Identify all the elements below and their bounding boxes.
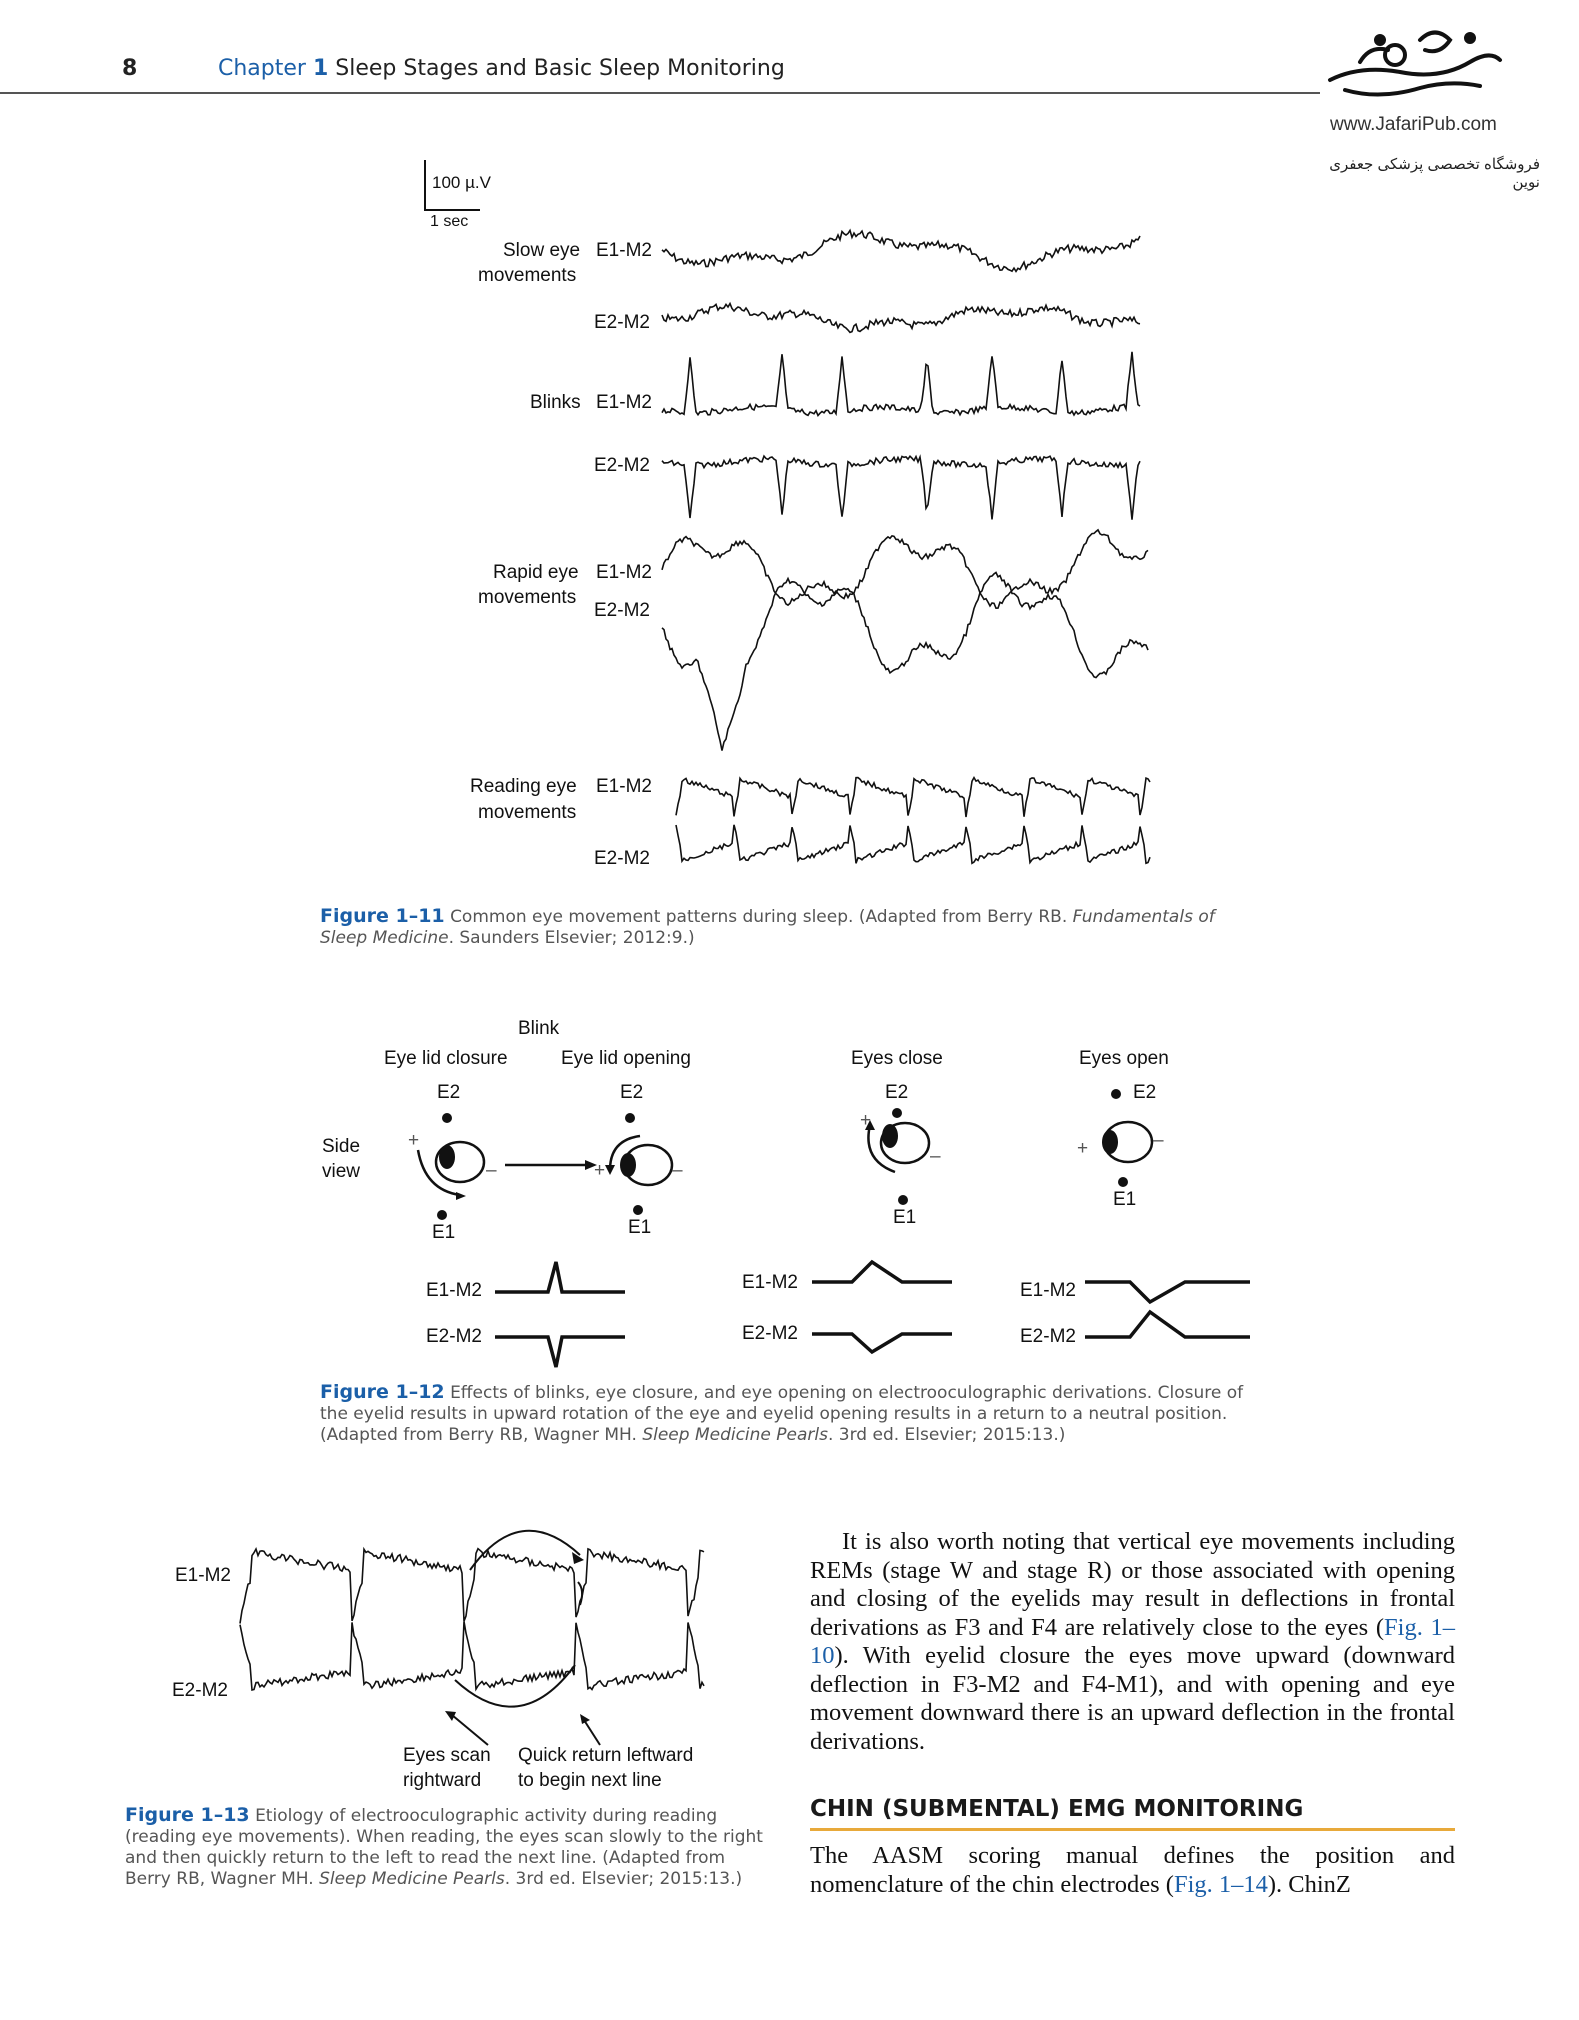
lead-slow-e2m2: E2-M2: [594, 312, 650, 333]
label-slow-eye: Slow eye: [503, 240, 581, 261]
e2-label: E2: [1133, 1082, 1157, 1103]
figure-13-caption: Figure 1–13 Etiology of electrooculographic activity during reading (reading eye movements). When reading, the eyes scan slowly to the right and then quickly return to the left to read the next line. (Adapted from Berry RB, Wagner MH. Sleep Medicine Pearls. 3rd ed. Elsevier; 2015:13.): [125, 1804, 763, 1889]
label-lid-opening: Eye lid opening: [561, 1048, 691, 1069]
arc-arrow: [455, 1665, 575, 1707]
minus-sign: –: [1153, 1130, 1164, 1151]
e2-label: E2: [620, 1082, 644, 1103]
e1-label: E1: [893, 1207, 917, 1228]
lead-blinks-e2m2: E2-M2: [594, 455, 650, 476]
fig-1-14-link[interactable]: Fig. 1–14: [1173, 1870, 1268, 1898]
label-rapid-eye: Rapid eye: [493, 562, 579, 583]
lead-reading-e1m2: E1-M2: [596, 776, 652, 797]
chapter-title: Sleep Stages and Basic Sleep Monitoring: [335, 56, 785, 81]
label-eyes-scan: Eyes scan: [403, 1745, 491, 1766]
minus-sign: –: [672, 1160, 683, 1181]
figure-13-label: Figure 1–13: [125, 1804, 250, 1826]
plus-sign: +: [860, 1110, 872, 1131]
label-next-line: to begin next line: [518, 1770, 662, 1791]
lead-reading-e1m2: E1-M2: [175, 1565, 231, 1586]
lead-close-e2m2: E2-M2: [742, 1323, 798, 1344]
lead-rapid-e2m2: E2-M2: [594, 600, 650, 621]
lead-blink-e2m2: E2-M2: [426, 1326, 482, 1347]
lead-blink-e1m2: E1-M2: [426, 1280, 482, 1301]
label-lid-closure: Eye lid closure: [384, 1048, 508, 1069]
publisher-url[interactable]: www.JafariPub.com: [1330, 114, 1497, 135]
minus-sign: –: [930, 1146, 941, 1167]
body-paragraph: It is also worth noting that vertical eye movements including REMs (stage W and stage R) or those associated with opening and closing of the eyelids may result in deflections in frontal derivations as F3 and F4 are relatively close to the eyes (Fig. 1–10). With eyelid closure the eyes move upward (downward deflection in F3-M2 and F4-M1), and with opening and eye movement downward there is an upward deflection in the frontal derivations.: [810, 1528, 1455, 1755]
figure-11-label: Figure 1–11: [320, 905, 445, 927]
figure-12-label: Figure 1–12: [320, 1381, 445, 1403]
label-rightward: rightward: [403, 1770, 482, 1791]
label-blinks: Blinks: [530, 392, 581, 413]
label-slow-eye-movements: movements: [478, 265, 577, 286]
label-eyes-open: Eyes open: [1079, 1048, 1169, 1069]
label-rapid-eye-movements: movements: [478, 587, 577, 608]
lead-slow-e1m2: E1-M2: [596, 240, 652, 261]
page-number: 8: [122, 56, 138, 81]
pointer-line: [452, 1715, 488, 1745]
lead-reading-e2m2: E2-M2: [172, 1680, 228, 1701]
label-reading-eye: Reading eye: [470, 776, 577, 797]
plus-sign: +: [1077, 1138, 1089, 1159]
lead-blinks-e1m2: E1-M2: [596, 392, 652, 413]
fig-1-10-link[interactable]: Fig. 1–10: [810, 1613, 1455, 1669]
e1-label: E1: [1113, 1189, 1137, 1210]
lead-rapid-e1m2: E1-M2: [596, 562, 652, 583]
label-blink: Blink: [518, 1018, 560, 1039]
figure-12-caption: Figure 1–12 Effects of blinks, eye closure, and eye opening on electrooculographic derivations. Closure of the eyelid results in upward rotation of the eye and eyelid opening results in a return to a neutral position. (Adapted from Berry RB, Wagner MH. Sleep Medicine Pearls. 3rd ed. Elsevier; 2015:13.): [320, 1381, 1244, 1445]
chapter-word: Chapter: [218, 56, 306, 81]
lead-open-e2m2: E2-M2: [1020, 1326, 1076, 1347]
trace-fig13-e1m2: [240, 1549, 704, 1624]
section-rule: [810, 1828, 1455, 1831]
plus-sign: +: [594, 1160, 606, 1181]
e1-label: E1: [628, 1217, 652, 1238]
arc-arrow: [470, 1531, 580, 1570]
label-eyes-close: Eyes close: [851, 1048, 943, 1069]
lead-open-e1m2: E1-M2: [1020, 1280, 1076, 1301]
e2-label: E2: [437, 1082, 461, 1103]
plus-sign: +: [408, 1130, 420, 1151]
label-side: Side: [322, 1136, 361, 1157]
e2-label: E2: [885, 1082, 909, 1103]
scale-time: 1 sec: [430, 213, 469, 230]
label-reading-eye-movements: movements: [478, 802, 577, 823]
label-quick-return: Quick return leftward: [518, 1745, 694, 1766]
lead-reading-e2m2: E2-M2: [594, 848, 650, 869]
publisher-subtitle: فروشگاه تخصصی پزشکی جعفری نوین: [1329, 156, 1540, 191]
label-view: view: [322, 1161, 361, 1182]
body-paragraph: The AASM scoring manual defines the position and nomenclature of the chin electrodes (Fig. 1–14). ChinZ: [810, 1842, 1455, 1898]
chapter-number: 1: [312, 56, 329, 81]
trace-fig13-e2m2: [240, 1621, 704, 1690]
minus-sign: –: [486, 1160, 497, 1181]
section-heading: CHIN (SUBMENTAL) EMG MONITORING: [810, 1796, 1304, 1822]
figure-11-caption: Figure 1–11 Common eye movement patterns during sleep. (Adapted from Berry RB. Fundamentals of Sleep Medicine. Saunders Elsevier; 2012:9.): [320, 905, 1215, 948]
lead-close-e1m2: E1-M2: [742, 1272, 798, 1293]
e1-label: E1: [432, 1222, 456, 1243]
scale-voltage: 100 µ.V: [432, 173, 491, 192]
pointer-line: [584, 1720, 600, 1745]
